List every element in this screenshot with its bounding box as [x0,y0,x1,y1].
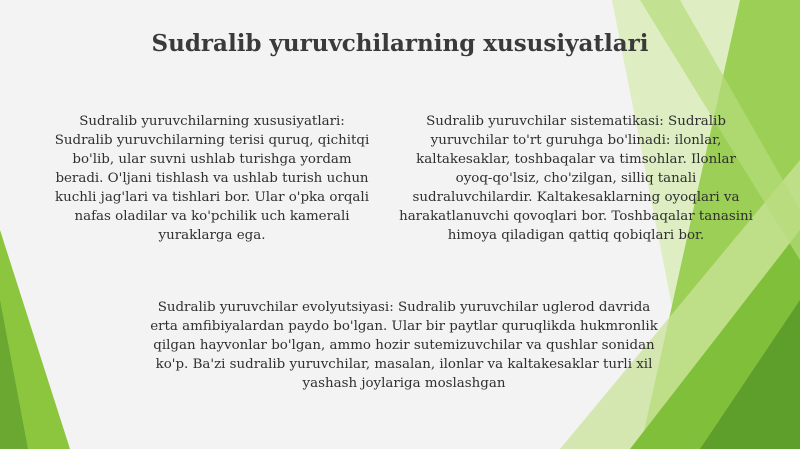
text-block-evolution: Sudralib yuruvchilar evolyutsiyasi: Sudralib yuruvchilar uglerod davrida erta amfibiyalardan paydo bo'lgan. Ular bir paytlar quruqlikda hukmronlik qilgan hayvonlar bo'lgan, ammo hozir sutemizuvchilar va qushlar sonidan ko'p. Ba'zi sudralib yuruvchilar, masalan, ilonlar va kaltakesaklar turli xil yashash joylariga moslashgan [150,300,658,391]
text-block-systematics: Sudralib yuruvchilar sistematikasi: Sudralib yuruvchilar to'rt guruhga bo'linadi: ilonlar, kaltakesaklar, toshbaqalar va timsohlar. Ilonlar oyoq-qo'lsiz, cho'zilgan, silliq tanali sudraluvchilardir. Kaltakesaklarning oyoqlari va harakatlanuvchi qovoqlari bor. Toshbaqalar tanasini himoya qiladigan qattiq qobiqlari bor. [399,114,753,243]
text-block-features: Sudralib yuruvchilarning xususiyatlari: Sudralib yuruvchilarning terisi quruq, qichitqi bo'lib, ular suvni ushlab turishga yordam beradi. O'ljani tishlash va ushlab turish uchun kuchli jag'lari va tishlari bor. Ular o'pka orqali nafas oladilar va ko'pchilik uch kamerali yuraklarga ega. [54,114,370,243]
slide-title: Sudralib yuruvchilarning xususiyatlari [151,30,649,57]
